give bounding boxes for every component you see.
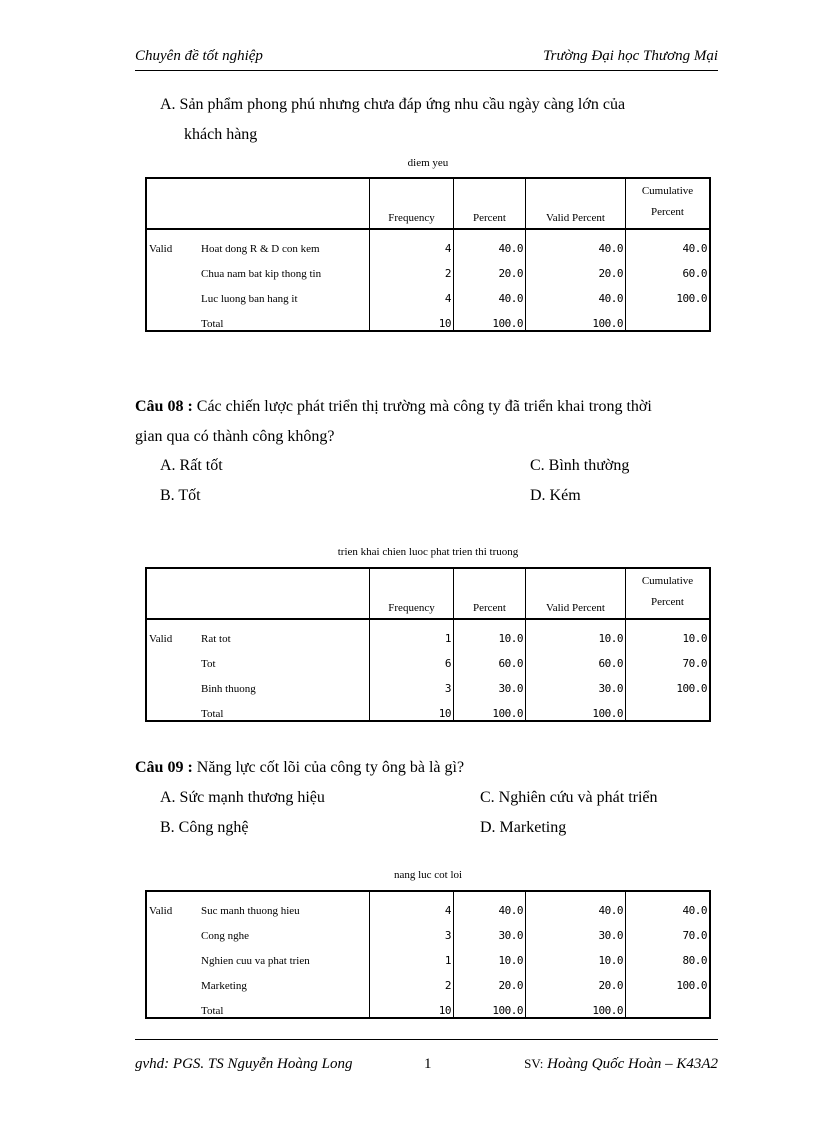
cell-percent: 10.0 — [454, 942, 526, 967]
cell-percent: 60.0 — [454, 645, 526, 670]
footer-rule — [135, 1039, 718, 1040]
table2-header-frequency: Frequency — [370, 568, 454, 619]
cell-cumulative — [626, 992, 711, 1018]
row-label: Luc luong ban hang it — [199, 280, 370, 305]
table-row — [146, 280, 710, 305]
table2-header-row — [146, 568, 710, 619]
cell-percent: 20.0 — [454, 967, 526, 992]
table-row — [146, 917, 710, 942]
table-row-total — [146, 305, 710, 331]
q08-option-b: B. Tốt — [160, 487, 201, 504]
cell-percent: 40.0 — [454, 229, 526, 255]
cell-cumulative: 60.0 — [682, 267, 707, 280]
cell-frequency: 1 — [370, 942, 454, 967]
question-09 — [135, 753, 464, 783]
q09-option-a: A. Sức mạnh thương hiệu — [160, 789, 325, 806]
cell-cumulative: 10.0 — [682, 632, 707, 645]
cell-cumulative: 40.0 — [682, 904, 707, 917]
intro-line2: khách hàng — [184, 126, 258, 143]
table-row — [146, 942, 710, 967]
row-label: Hoat dong R & D con kem — [199, 229, 370, 255]
cell-frequency: 4 — [370, 229, 454, 255]
row-label: Suc manh thuong hieu — [199, 891, 370, 917]
question-08-line1: Các chiến lược phát triển thị trường mà công ty đã triển khai trong thời — [192, 398, 652, 415]
header-rule — [135, 70, 718, 71]
row-label: Chua nam bat kip thong tin — [199, 255, 370, 280]
cell-frequency: 3 — [370, 670, 454, 695]
q08-option-c: C. Bình thường — [530, 457, 630, 474]
cell-cumulative: 100.0 — [676, 292, 707, 305]
table-row-total — [146, 695, 710, 721]
cell-valid-percent: 20.0 — [526, 255, 626, 280]
cell-cumulative: 40.0 — [682, 242, 707, 255]
table3-group: Valid — [149, 905, 173, 917]
cell-frequency: 3 — [370, 917, 454, 942]
footer-student-prefix: SV: — [524, 1056, 544, 1071]
q08-option-d: D. Kém — [530, 487, 581, 504]
cell-percent: 100.0 — [454, 992, 526, 1018]
row-label: Marketing — [199, 967, 370, 992]
cell-percent: 10.0 — [454, 619, 526, 645]
table1-group: Valid — [149, 243, 173, 255]
row-label: Tot — [199, 645, 370, 670]
cell-valid-percent: 40.0 — [526, 891, 626, 917]
page-number: 1 — [424, 1056, 432, 1072]
table1-header-frequency: Frequency — [370, 178, 454, 229]
cell-percent: 100.0 — [454, 305, 526, 331]
table-row — [146, 670, 710, 695]
cell-cumulative: 70.0 — [682, 929, 707, 942]
cell-valid-percent: 100.0 — [526, 992, 626, 1018]
table3 — [145, 890, 711, 1019]
cell-valid-percent: 40.0 — [526, 280, 626, 305]
row-label: Cong nghe — [199, 917, 370, 942]
cell-cumulative: 70.0 — [682, 657, 707, 670]
cell-frequency: 2 — [370, 255, 454, 280]
table2 — [145, 567, 711, 722]
table2-header-valid-percent: Valid Percent — [526, 568, 626, 619]
cell-cumulative: 100.0 — [676, 682, 707, 695]
table-row-total — [146, 992, 710, 1018]
q08-option-a: A. Rất tốt — [160, 457, 223, 474]
intro-line1: A. Sản phẩm phong phú nhưng chưa đáp ứng nhu cầu ngày càng lớn của — [160, 96, 626, 113]
row-label: Rat tot — [199, 619, 370, 645]
table-row — [146, 619, 710, 645]
question-09-label: Câu 09 : — [135, 759, 193, 776]
question-08-label: Câu 08 : — [135, 398, 193, 415]
table-row — [146, 645, 710, 670]
cell-frequency: 6 — [370, 645, 454, 670]
cell-percent: 30.0 — [454, 917, 526, 942]
cell-valid-percent: 100.0 — [526, 695, 626, 721]
footer-student-name: Hoàng Quốc Hoàn – K43A2 — [547, 1056, 718, 1072]
table3-caption: nang luc cot loi — [393, 869, 463, 881]
row-label: Binh thuong — [199, 670, 370, 695]
cell-cumulative: 80.0 — [682, 954, 707, 967]
header-right: Trường Đại học Thương Mại — [543, 48, 718, 64]
cell-percent: 40.0 — [454, 280, 526, 305]
q09-option-b: B. Công nghệ — [160, 819, 249, 836]
cell-valid-percent: 60.0 — [526, 645, 626, 670]
table1-header-row — [146, 178, 710, 229]
cell-frequency: 4 — [370, 891, 454, 917]
table1-header-valid-percent: Valid Percent — [526, 178, 626, 229]
footer-student — [524, 1056, 718, 1073]
question-08 — [135, 392, 718, 422]
cell-valid-percent: 10.0 — [526, 942, 626, 967]
table-row — [146, 967, 710, 992]
row-label: Total — [199, 695, 370, 721]
cell-cumulative — [626, 305, 711, 331]
cell-percent: 40.0 — [454, 891, 526, 917]
cell-valid-percent: 100.0 — [526, 305, 626, 331]
q09-option-d: D. Marketing — [480, 819, 567, 836]
table-row — [146, 891, 710, 917]
row-label: Total — [199, 992, 370, 1018]
table2-group: Valid — [149, 633, 173, 645]
cell-frequency: 10 — [370, 305, 454, 331]
table1 — [145, 177, 711, 332]
table2-header-cumulative: Cumulative Percent — [626, 568, 711, 619]
cell-frequency: 10 — [370, 695, 454, 721]
cell-percent: 20.0 — [454, 255, 526, 280]
table1-header-percent: Percent — [454, 178, 526, 229]
question-09-text: Năng lực cốt lõi của công ty ông bà là gì? — [192, 759, 465, 776]
footer-supervisor: gvhd: PGS. TS Nguyễn Hoàng Long — [135, 1056, 353, 1072]
cell-valid-percent: 30.0 — [526, 917, 626, 942]
table-row — [146, 229, 710, 255]
question-08-line2: gian qua có thành công không? — [135, 428, 335, 445]
table2-header-percent: Percent — [454, 568, 526, 619]
cell-percent: 100.0 — [454, 695, 526, 721]
header-left: Chuyên đề tốt nghiệp — [135, 48, 263, 64]
row-label: Nghien cuu va phat trien — [199, 942, 370, 967]
cell-frequency: 1 — [370, 619, 454, 645]
row-label: Total — [199, 305, 370, 331]
table-row — [146, 255, 710, 280]
intro-option-a — [160, 90, 720, 120]
q09-option-c: C. Nghiên cứu và phát triển — [480, 789, 658, 806]
cell-frequency: 4 — [370, 280, 454, 305]
cell-valid-percent: 10.0 — [526, 619, 626, 645]
cell-valid-percent: 40.0 — [526, 229, 626, 255]
table1-header-cumulative: Cumulative Percent — [626, 178, 711, 229]
table2-caption: trien khai chien luoc phat trien thi truong — [337, 546, 519, 558]
cell-frequency: 10 — [370, 992, 454, 1018]
cell-valid-percent: 20.0 — [526, 967, 626, 992]
cell-percent: 30.0 — [454, 670, 526, 695]
cell-cumulative: 100.0 — [676, 979, 707, 992]
table1-caption: diem yeu — [407, 157, 449, 169]
cell-frequency: 2 — [370, 967, 454, 992]
cell-valid-percent: 30.0 — [526, 670, 626, 695]
cell-cumulative — [626, 695, 711, 721]
